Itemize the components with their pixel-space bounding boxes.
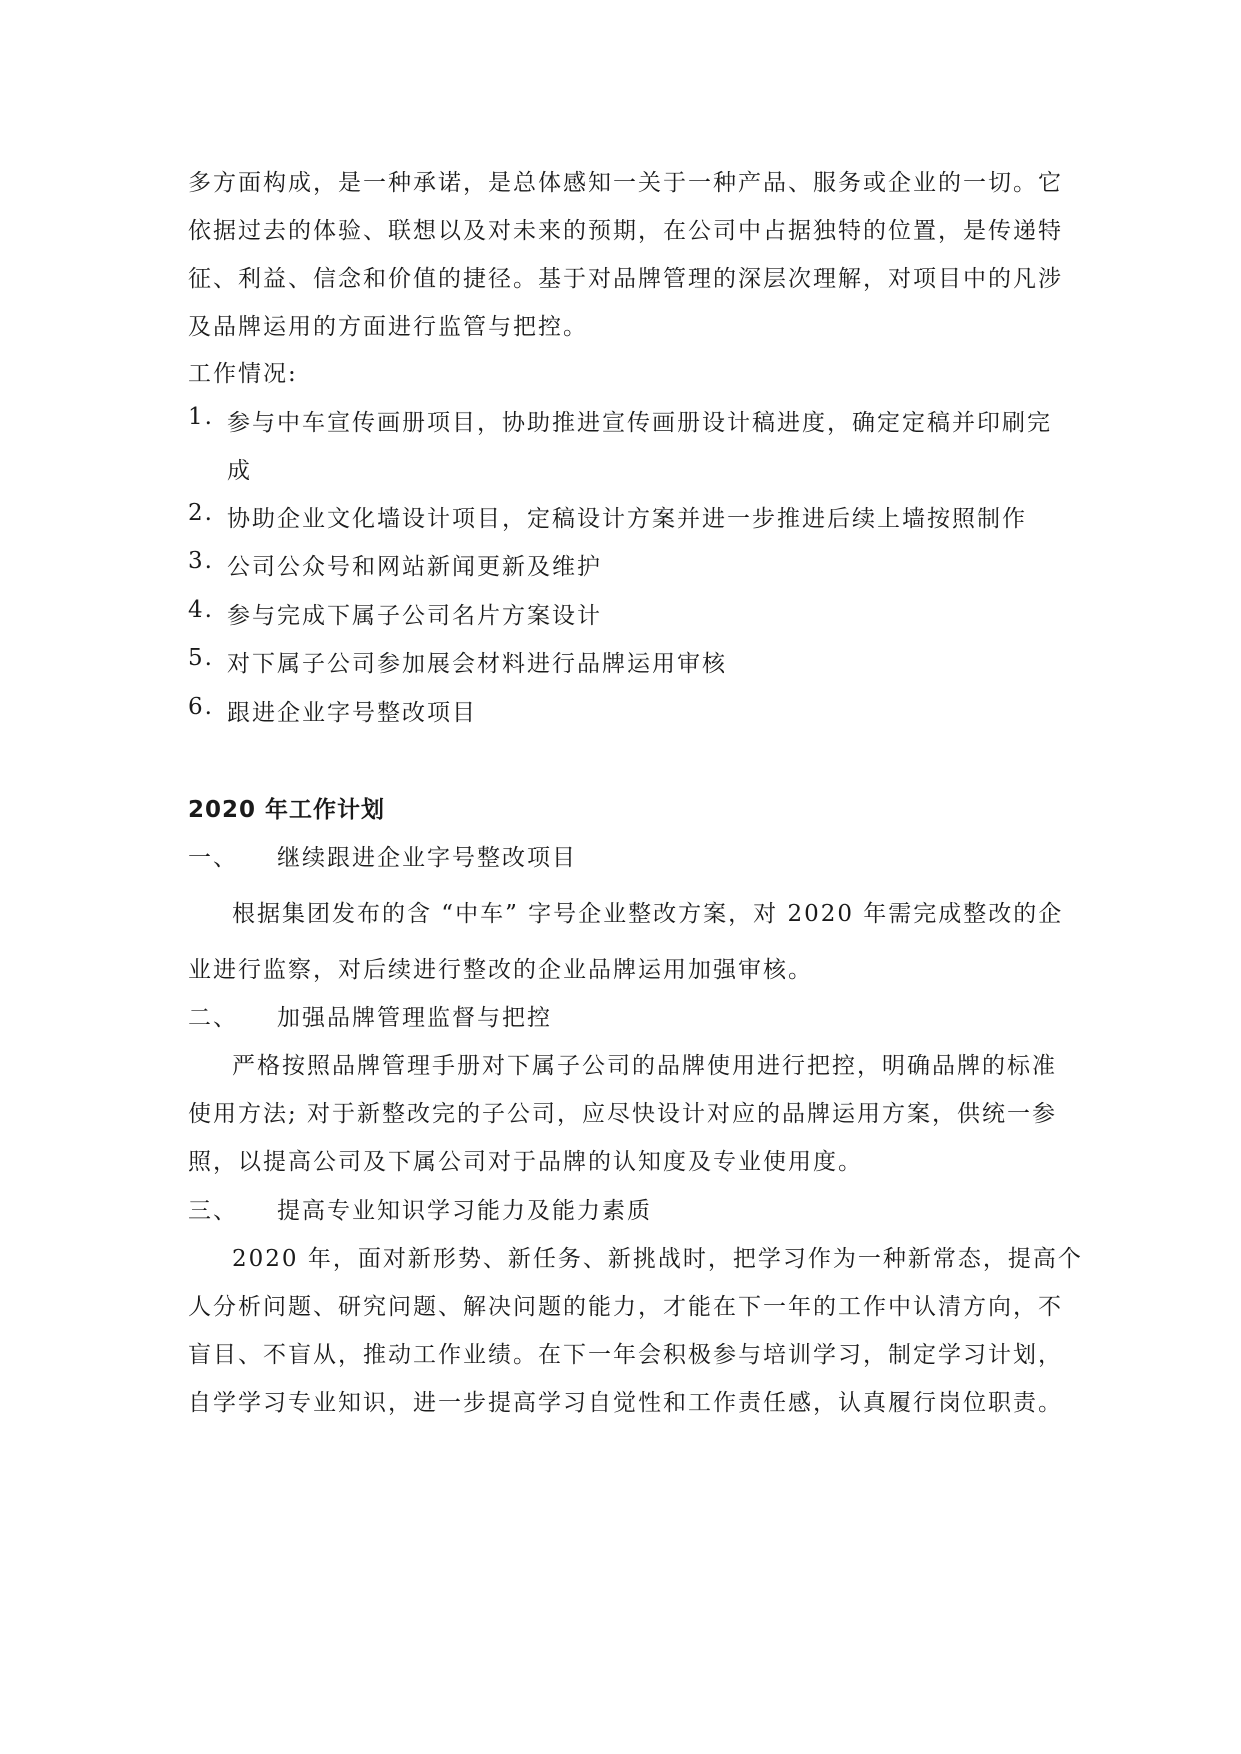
section-body-line: 2020 年，面对新形势、新任务、新挑战时，把学习作为一种新常态，提高个: [232, 1246, 1083, 1272]
section-heading: 提高专业知识学习能力及能力素质: [277, 1198, 652, 1224]
section-body-line: 照，以提高公司及下属公司对于品牌的认知度及专业使用度。: [188, 1149, 863, 1175]
work-item-text: 协助企业文化墙设计项目，定稿设计方案并进一步推进后续上墙按照制作: [227, 506, 1027, 532]
section-body-line: 严格按照品牌管理手册对下属子公司的品牌使用进行把控，明确品牌的标准: [232, 1053, 1057, 1079]
work-item-number: 6.: [188, 694, 214, 720]
work-item-number: 5.: [188, 645, 214, 671]
section-body-line: 盲目、不盲从，推动工作业绩。在下一年会积极参与培训学习，制定学习计划，: [188, 1342, 1063, 1368]
section-number: 一、: [188, 845, 238, 871]
work-item-number: 3.: [188, 548, 214, 574]
intro-line: 依据过去的体验、联想以及对未来的预期，在公司中占据独特的位置，是传递特: [188, 218, 1063, 244]
intro-line: 征、利益、信念和价值的捷径。基于对品牌管理的深层次理解，对项目中的凡涉: [188, 266, 1063, 292]
intro-line: 及品牌运用的方面进行监管与把控。: [188, 314, 588, 340]
work-item-text: 成: [227, 458, 252, 484]
work-item-text: 参与中车宣传画册项目，协助推进宣传画册设计稿进度，确定定稿并印刷完: [227, 410, 1052, 436]
work-item-number: 2.: [188, 500, 214, 526]
work-status-label: 工作情况:: [188, 361, 298, 387]
work-item-number: 1.: [188, 404, 214, 430]
section-body-line: 人分析问题、研究问题、解决问题的能力，才能在下一年的工作中认清方向，不: [188, 1294, 1063, 1320]
section-body-line: 使用方法; 对于新整改完的子公司，应尽快设计对应的品牌运用方案，供统一参: [188, 1101, 1058, 1127]
work-item-number: 4.: [188, 597, 214, 623]
section-number: 三、: [188, 1198, 238, 1224]
section-heading: 继续跟进企业字号整改项目: [277, 845, 577, 871]
work-item-text: 公司公众号和网站新闻更新及维护: [227, 554, 602, 580]
section-number: 二、: [188, 1005, 238, 1031]
work-item-text: 跟进企业字号整改项目: [227, 700, 477, 726]
section-body-line: 根据集团发布的含 “中车” 字号企业整改方案，对 2020 年需完成整改的企: [232, 901, 1064, 927]
work-item-text: 对下属子公司参加展会材料进行品牌运用审核: [227, 651, 727, 677]
section-body-line: 自学学习专业知识，进一步提高学习自觉性和工作责任感，认真履行岗位职责。: [188, 1390, 1063, 1416]
work-item-text: 参与完成下属子公司名片方案设计: [227, 603, 602, 629]
section-heading: 加强品牌管理监督与把控: [277, 1005, 552, 1031]
plan-title: 2020 年工作计划: [188, 797, 386, 823]
intro-line: 多方面构成，是一种承诺，是总体感知一关于一种产品、服务或企业的一切。它: [188, 170, 1063, 196]
section-body-line: 业进行监察，对后续进行整改的企业品牌运用加强审核。: [188, 957, 813, 983]
